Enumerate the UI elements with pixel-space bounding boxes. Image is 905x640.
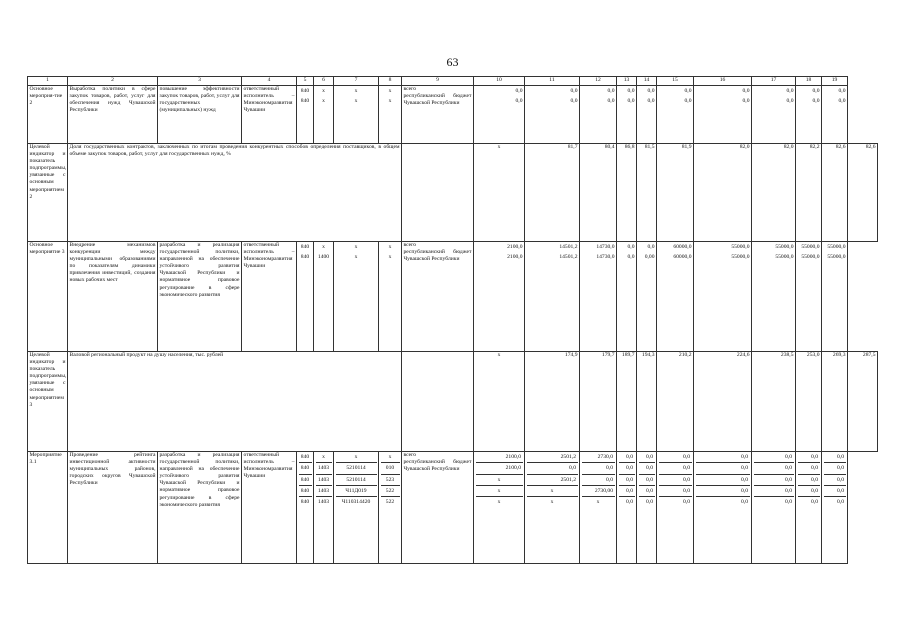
amount: x xyxy=(497,499,501,506)
amount: 0,0 xyxy=(683,499,690,506)
year-value xyxy=(752,452,796,564)
header-cell: 15 xyxy=(657,77,694,86)
year-value xyxy=(474,452,525,564)
year-value xyxy=(580,452,617,564)
funding-budget: республиканский бюджет Чувашской Республики xyxy=(403,459,472,473)
amount: 55000,0 xyxy=(801,254,820,260)
code-value: x xyxy=(354,254,358,260)
amount: 0,0 xyxy=(742,98,750,104)
year-value xyxy=(796,452,822,564)
amount: 0,0 xyxy=(754,452,794,463)
amount: 0,0 xyxy=(619,486,635,497)
code-c7 xyxy=(334,452,379,564)
amount: 0,0 xyxy=(754,463,794,474)
amount: 0,0 xyxy=(742,88,750,94)
amount: 2730,00 xyxy=(582,486,615,497)
header-cell: 6 xyxy=(314,77,334,86)
code-c5 xyxy=(297,242,314,352)
event-name: Основное мероприятие 3 xyxy=(28,242,68,352)
target-row-target2 xyxy=(28,144,878,242)
target-value: 210,2 xyxy=(657,352,694,452)
code-value: 840 xyxy=(300,244,310,250)
code-value: 1403 xyxy=(316,475,332,486)
amount: 2501,2 xyxy=(527,452,578,463)
code-c8 xyxy=(379,86,402,144)
code-value: 010 xyxy=(381,463,400,474)
header-cell: 7 xyxy=(334,77,379,86)
code-value: 840 xyxy=(300,88,310,94)
amount: 55000,0 xyxy=(801,244,820,250)
code-value: 5210114 xyxy=(336,463,377,474)
event-result: разработка и реализация государственной политики, направленной на обеспечение устойчивого развития Чувашской Республики и нормативное правовое регулирование в сфере экономического развития xyxy=(158,242,242,352)
target-value: 253,0 xyxy=(796,352,822,452)
event-executor: ответственный исполнитель – Минэкономразвития Чувашии xyxy=(242,242,297,352)
event-name: Мероприятие 3.1 xyxy=(28,452,68,564)
year-value xyxy=(657,242,694,352)
amount: 14730,0 xyxy=(596,254,615,260)
year-value xyxy=(657,86,694,144)
year-value xyxy=(474,242,525,352)
amount: 55000,0 xyxy=(775,244,794,250)
amount: 0,0 xyxy=(785,499,792,506)
target-blank xyxy=(402,144,474,242)
code-c5 xyxy=(297,452,314,564)
amount: x xyxy=(476,475,523,486)
year-value xyxy=(796,86,822,144)
header-cell: 18 xyxy=(796,77,822,86)
header-cell: 16 xyxy=(694,77,752,86)
funding-source xyxy=(402,86,474,144)
target-value: 81,5 xyxy=(637,144,657,242)
target-source: x xyxy=(474,352,525,452)
target-source: x xyxy=(474,144,525,242)
year-value xyxy=(657,452,694,564)
code-value: x xyxy=(322,88,325,94)
amount: 0,0 xyxy=(824,475,846,486)
year-value xyxy=(617,86,637,144)
header-cell: 1 xyxy=(28,77,68,86)
target-value: 82,0 xyxy=(694,144,752,242)
year-value xyxy=(694,452,752,564)
amount: x xyxy=(476,486,523,497)
amount: 0,0 xyxy=(639,463,655,474)
block-row-block_m3 xyxy=(28,242,878,352)
amount: 55000,0 xyxy=(731,244,750,250)
target-value: 194,3 xyxy=(637,352,657,452)
year-value xyxy=(525,242,580,352)
amount: 0,0 xyxy=(798,463,820,474)
amount: 2100,0 xyxy=(476,463,523,474)
amount: 0,0 xyxy=(570,98,578,104)
year-value xyxy=(525,86,580,144)
funding-total: всего xyxy=(403,242,417,248)
event-title: Проведение рейтинга инвестиционной активности муниципальных районов, городских округов Чувашской Республики xyxy=(68,452,158,564)
amount: 0,0 xyxy=(647,244,655,250)
funding-budget: республиканский бюджет Чувашской Республики xyxy=(403,93,472,107)
year-value xyxy=(580,242,617,352)
amount: 0,0 xyxy=(786,88,794,94)
code-value: 1403 xyxy=(317,499,330,506)
code-c6 xyxy=(314,452,334,564)
code-value: 1403 xyxy=(316,486,332,497)
event-name: Основное мероприя-тие 2 xyxy=(28,86,68,144)
amount: 0,0 xyxy=(619,475,635,486)
amount: 60000,0 xyxy=(673,254,692,260)
event-title: Выработка политики в сфере закупок товаров, работ, услуг для обеспечения нужд Чувашской Республики xyxy=(68,86,158,144)
target-name: Целевой индикатор и показатель подпрограммы, увязанные с основным мероприятием 3 xyxy=(28,352,68,452)
amount: 0,0 xyxy=(646,499,653,506)
code-value: x xyxy=(388,98,392,104)
amount: 0,0 xyxy=(627,98,635,104)
amount: 0,0 xyxy=(619,463,635,474)
year-value xyxy=(617,242,637,352)
code-value: 523 xyxy=(381,475,400,486)
header-cell: 12 xyxy=(580,77,617,86)
budget-table xyxy=(27,76,878,564)
amount: 14501,2 xyxy=(559,254,578,260)
amount: 2501,2 xyxy=(527,475,578,486)
amount: 55000,0 xyxy=(775,254,794,260)
amount: 0,0 xyxy=(838,88,846,94)
amount: 0,0 xyxy=(607,88,615,94)
target-description: Валовой региональный продукт на душу населения, тыс. рублей xyxy=(68,352,402,452)
event-executor: ответственный исполнитель – Минэкономразвития Чувашии xyxy=(242,452,297,564)
code-value: Ч11Д019 xyxy=(336,486,377,497)
code-value: 840 xyxy=(300,254,310,260)
amount: x xyxy=(596,499,600,506)
header-cell: 19 xyxy=(822,77,848,86)
code-value: x xyxy=(388,244,392,250)
amount: 2100,0 xyxy=(507,254,523,260)
code-value: 522 xyxy=(385,499,395,506)
amount: 14730,0 xyxy=(596,244,615,250)
amount: 0,0 xyxy=(824,486,846,497)
event-executor: ответственный исполнитель – Минэкономразвития Чувашии xyxy=(242,86,297,144)
year-value xyxy=(637,452,657,564)
year-value xyxy=(822,452,848,564)
amount: 0,0 xyxy=(639,452,655,463)
code-c7 xyxy=(334,242,379,352)
target-value: 82,0 xyxy=(752,144,796,242)
year-value xyxy=(694,86,752,144)
event-result: разработка и реализация государственной политики, направленной на обеспечение устойчивого развития Чувашской Республики и нормативное правовое регулирование в сфере экономического развития xyxy=(158,452,242,564)
code-value: 5210114 xyxy=(336,475,377,486)
code-value: x xyxy=(322,98,325,104)
amount: 0,0 xyxy=(754,486,794,497)
page-number: 63 xyxy=(446,55,459,69)
header-cell: 11 xyxy=(525,77,580,86)
event-title: Внедрение механизмов конкуренции между муниципальными образованиями по показателям динамики привлечения инвестиций, создания новых рабочих мест xyxy=(68,242,158,352)
amount: 0,0 xyxy=(696,463,750,474)
target-description: Доля государственных контрактов, заключенных по итогам проведения конкурентных способов определения поставщиков, в общем объеме закупок товаров, работ, услуг для государственных нужд, % xyxy=(68,144,402,242)
target-value: 238,5 xyxy=(752,352,796,452)
target-row-target3 xyxy=(28,352,878,452)
amount: 0,0 xyxy=(798,475,820,486)
year-value xyxy=(694,242,752,352)
target-value: 189,7 xyxy=(617,352,637,452)
header-cell: 4 xyxy=(242,77,297,86)
funding-budget: республиканский бюджет Чувашской Республики xyxy=(403,249,472,263)
code-value: 840 xyxy=(300,98,310,104)
year-value xyxy=(525,452,580,564)
amount: 2730,0 xyxy=(582,452,615,463)
amount: x xyxy=(550,499,554,506)
funding-total: всего xyxy=(403,86,417,92)
header-cell: 2 xyxy=(68,77,158,86)
target-blank xyxy=(402,352,474,452)
amount: 0,0 xyxy=(570,88,578,94)
code-value: 840 xyxy=(299,463,312,474)
target-value: 82,6 xyxy=(848,144,878,242)
amount: 0,0 xyxy=(659,486,692,497)
header-cell: 3 xyxy=(158,77,242,86)
code-value: x xyxy=(388,88,392,94)
amount: 0,0 xyxy=(619,452,635,463)
amount: 0,0 xyxy=(647,98,655,104)
code-value: 1403 xyxy=(316,463,332,474)
year-value xyxy=(617,452,637,564)
target-value: 81,9 xyxy=(657,144,694,242)
target-value: 174,9 xyxy=(525,352,580,452)
amount: 14501,2 xyxy=(559,244,578,250)
code-c8 xyxy=(379,242,402,352)
code-value: x xyxy=(322,244,325,250)
amount: 0,0 xyxy=(607,98,615,104)
code-value: Ч110314420 xyxy=(341,499,371,506)
target-value: 82,2 xyxy=(796,144,822,242)
amount: 0,0 xyxy=(659,463,692,474)
funding-source xyxy=(402,242,474,352)
amount: 0,0 xyxy=(684,88,692,94)
amount: 0,0 xyxy=(639,486,655,497)
amount: 0,00 xyxy=(644,254,655,260)
year-value xyxy=(752,86,796,144)
amount: 0,0 xyxy=(696,486,750,497)
header-cell: 10 xyxy=(474,77,525,86)
amount: 55000,0 xyxy=(827,254,846,260)
code-value: x xyxy=(381,452,400,463)
code-value: 840 xyxy=(299,486,312,497)
target-name: Целевой индикатор и показатель подпрограммы, увязанные с основным мероприятием 2 xyxy=(28,144,68,242)
code-c6 xyxy=(314,242,334,352)
code-value: x xyxy=(354,244,358,250)
code-value: x xyxy=(354,88,358,94)
year-value xyxy=(474,86,525,144)
amount: 0,0 xyxy=(824,452,846,463)
year-value xyxy=(580,86,617,144)
amount: 0,0 xyxy=(696,475,750,486)
target-value: 224,6 xyxy=(694,352,752,452)
year-value xyxy=(796,242,822,352)
amount: 0,0 xyxy=(741,499,748,506)
amount: 0,0 xyxy=(515,88,523,94)
header-cell: 13 xyxy=(617,77,637,86)
amount: 0,0 xyxy=(627,254,635,260)
header-cell: 5 xyxy=(297,77,314,86)
amount: 0,0 xyxy=(812,88,820,94)
amount: 0,0 xyxy=(626,499,633,506)
header-cell: 9 xyxy=(402,77,474,86)
amount: 0,0 xyxy=(627,244,635,250)
amount: 0,0 xyxy=(786,98,794,104)
amount: 0,0 xyxy=(684,98,692,104)
amount: 2100,0 xyxy=(476,452,523,463)
code-c7 xyxy=(334,86,379,144)
amount: 0,0 xyxy=(824,463,846,474)
amount: 0,0 xyxy=(659,452,692,463)
header-cell: 14 xyxy=(637,77,657,86)
block-row-block_m2 xyxy=(28,86,878,144)
code-c8 xyxy=(379,452,402,564)
code-value: 840 xyxy=(299,452,312,463)
amount: 60000,0 xyxy=(673,244,692,250)
amount: 0,0 xyxy=(527,463,578,474)
year-value xyxy=(822,242,848,352)
amount: x xyxy=(527,486,578,497)
code-value: x xyxy=(354,98,358,104)
amount: 55000,0 xyxy=(731,254,750,260)
amount: 0,0 xyxy=(582,463,615,474)
header-cell: 17 xyxy=(752,77,796,86)
amount: 0,0 xyxy=(838,98,846,104)
amount: 0,0 xyxy=(582,475,615,486)
code-value: 840 xyxy=(299,475,312,486)
code-value: x xyxy=(388,254,392,260)
year-value xyxy=(637,86,657,144)
amount: 0,0 xyxy=(837,499,844,506)
block-row-m31 xyxy=(28,452,878,564)
amount: 0,0 xyxy=(627,88,635,94)
funding-source xyxy=(402,452,474,564)
event-result: повышение эффективности закупок товаров, работ, услуг для государственных (муниципальных) нужд xyxy=(158,86,242,144)
code-value: 522 xyxy=(381,486,400,497)
target-value: 269,3 xyxy=(822,352,848,452)
code-c6 xyxy=(314,86,334,144)
amount: 0,0 xyxy=(639,475,655,486)
year-value xyxy=(637,242,657,352)
target-value: 81,7 xyxy=(525,144,580,242)
amount: 0,0 xyxy=(811,499,818,506)
code-value: x xyxy=(336,452,377,463)
amount: 0,0 xyxy=(696,452,750,463)
target-value: 86,8 xyxy=(617,144,637,242)
amount: 0,0 xyxy=(798,486,820,497)
header-cell: 8 xyxy=(379,77,402,86)
amount: 0,0 xyxy=(754,475,794,486)
target-value: 80,4 xyxy=(580,144,617,242)
year-value xyxy=(822,86,848,144)
amount: 0,0 xyxy=(798,452,820,463)
amount: 2100,0 xyxy=(507,244,523,250)
amount: 55000,0 xyxy=(827,244,846,250)
target-value: 82,6 xyxy=(822,144,848,242)
target-value: 179,7 xyxy=(580,352,617,452)
code-c5 xyxy=(297,86,314,144)
amount: 0,0 xyxy=(515,98,523,104)
code-value: x xyxy=(316,452,332,463)
year-value xyxy=(752,242,796,352)
amount: 0,0 xyxy=(812,98,820,104)
funding-total: всего xyxy=(403,452,417,458)
header-row xyxy=(28,77,878,86)
code-value: 840 xyxy=(300,499,310,506)
amount: 0,0 xyxy=(659,475,692,486)
code-value: 1400 xyxy=(317,254,330,260)
target-value: 287,5 xyxy=(848,352,878,452)
amount: 0,0 xyxy=(647,88,655,94)
